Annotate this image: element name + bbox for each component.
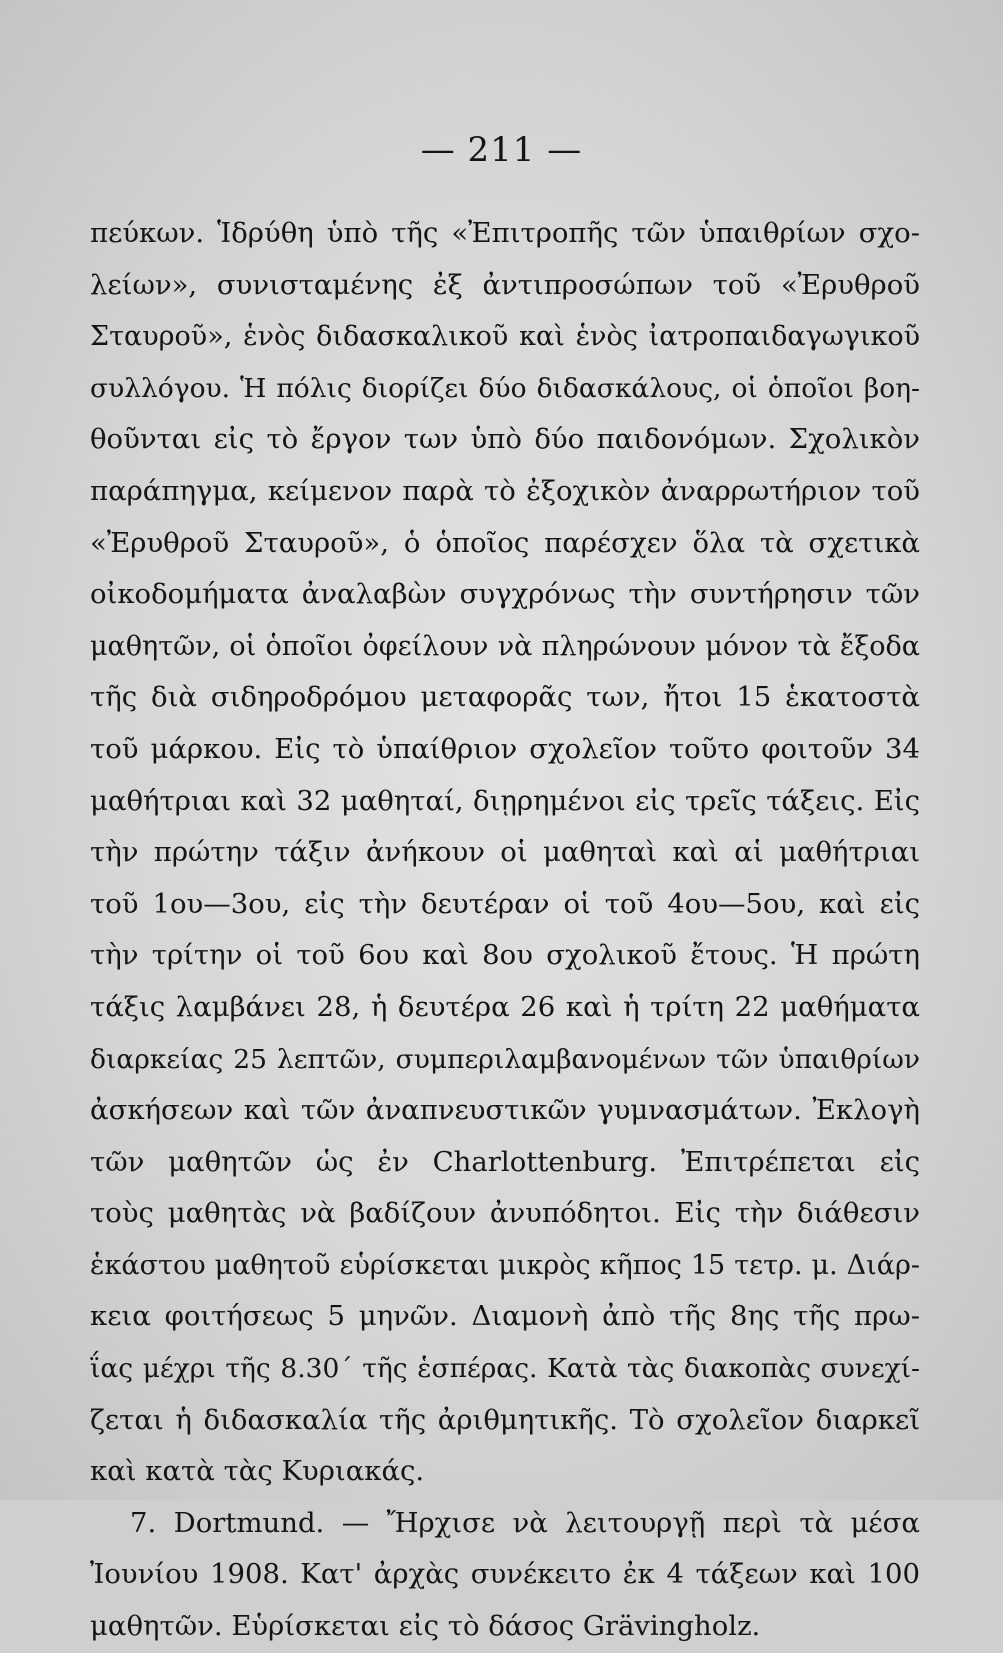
text-line: τῶν μαθητῶν ὡς ἐν Charlottenburg. Ἐπιτρέπεται εἰς [90,1145,920,1178]
text-line: μαθητῶν, οἱ ὁποῖοι ὀφείλουν νὰ πληρώνουν μόνον τὰ ἔξοδα [90,630,920,662]
text-line: τὴν πρώτην τάξιν ἀνήκουν οἱ μαθηταὶ καὶ αἱ μαθήτριαι [90,836,920,869]
page-number: — 211 — [420,130,583,170]
text-line: «Ἐρυθροῦ Σταυροῦ», ὁ ὁποῖος παρέσχεν ὅλα τὰ σχετικὰ [90,526,920,559]
text-line: λείων», συνισταμένης ἐξ ἀντιπροσώπων τοῦ «Ἐρυθροῦ [90,268,920,301]
text-line: κεια φοιτήσεως 5 μηνῶν. Διαμονὴ ἀπὸ τῆς 8ης τῆς πρω- [90,1300,920,1333]
text-line: Ἰουνίου 1908. Κατ' ἀρχὰς συνέκειτο ἐκ 4 τάξεων καὶ 100 [90,1558,920,1591]
text-line: ΐας μέχρι τῆς 8.30΄ τῆς ἑσπέρας. Κατὰ τὰς διακοπὰς συνεχί- [90,1353,920,1385]
text-line: 7. Dortmund. — Ἤρχισε νὰ λειτουργῇ περὶ τὰ μέσα [130,1506,920,1539]
text-line: τῆς διὰ σιδηροδρόμου μεταφορᾶς των, ἤτοι 15 ἑκατοστὰ [90,681,920,714]
text-line: Σταυροῦ», ἑνὸς διδασκαλικοῦ καὶ ἑνὸς ἰατροπαιδαγωγικοῦ [90,321,920,353]
text-line: μαθητῶν. Εὑρίσκεται εἰς τὸ δάσος Grävingholz. [90,1610,761,1643]
body-text [90,208,920,1653]
text-line: ἀσκήσεων καὶ τῶν ἀναπνευστικῶν γυμνασμάτων. Ἐκλογὴ [90,1094,920,1127]
text-line: ἑκάστου μαθητοῦ εὑρίσκεται μικρὸς κῆπος 15 τετρ. μ. Διάρ- [90,1249,920,1281]
text-line: μαθήτριαι καὶ 32 μαθηταί, διῃρημένοι εἰς τρεῖς τάξεις. Εἰς [90,784,920,817]
text-line: τάξις λαμβάνει 28, ἡ δευτέρα 26 καὶ ἡ τρίτη 22 μαθήματα [90,990,920,1023]
text-line: τὴν τρίτην οἱ τοῦ 6ου καὶ 8ου σχολικοῦ ἔτους. Ἡ πρώτη [90,939,920,972]
text-line: τοῦ 1ου—3ου, εἰς τὴν δευτέραν οἱ τοῦ 4ου—5ου, καὶ εἰς [90,887,920,920]
text-line: τοὺς μαθητὰς νὰ βαδίζουν ἀνυπόδητοι. Εἰς τὴν διάθεσιν [90,1197,920,1230]
text-line: θοῦνται εἰς τὸ ἔργον των ὑπὸ δύο παιδονόμων. Σχολικὸν [90,423,920,456]
text-line: οἰκοδομήματα ἀναλαβὼν συγχρόνως τὴν συντήρησιν τῶν [90,578,920,611]
text-line: καὶ κατὰ τὰς Κυριακάς. [90,1455,425,1488]
text-line: συλλόγου. Ἡ πόλις διορίζει δύο διδασκάλους, οἱ ὁποῖοι βοη- [90,372,920,404]
text-line: παράπηγμα, κείμενον παρὰ τὸ ἐξοχικὸν ἀναρρωτήριον τοῦ [90,474,920,507]
text-line: διαρκείας 25 λεπτῶν, συμπεριλαμβανομένων τῶν ὑπαιθρίων [90,1043,920,1075]
text-line: τοῦ μάρκου. Εἰς τὸ ὑπαίθριον σχολεῖον τοῦτο φοιτοῦν 34 [90,732,920,765]
text-line: ζεται ἡ διδασκαλία τῆς ἀριθμητικῆς. Τὸ σχολεῖον διαρκεῖ [90,1403,920,1436]
text-line: πεύκων. Ἱδρύθη ὑπὸ τῆς «Ἐπιτροπῆς τῶν ὑπαιθρίων σχο- [90,217,920,249]
